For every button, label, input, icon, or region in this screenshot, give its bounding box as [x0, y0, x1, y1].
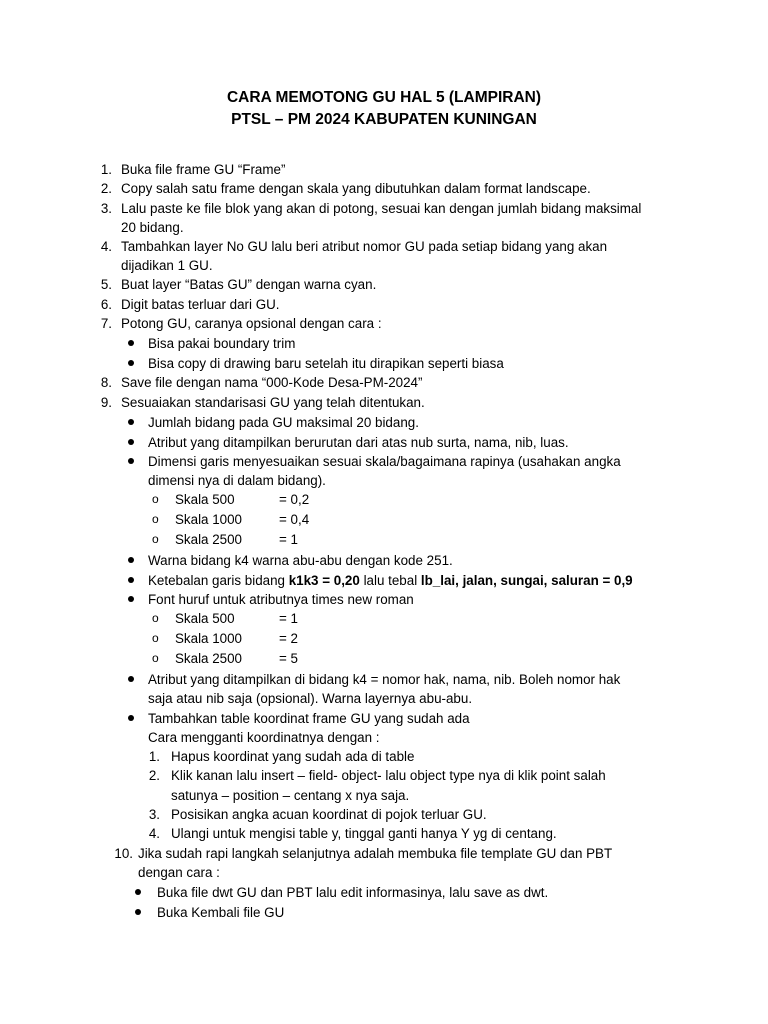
bullet-text: Buka file dwt GU dan PBT lalu edit informasinya, lalu save as dwt. — [157, 885, 549, 900]
font-scale-label: Skala 2500 — [175, 651, 243, 666]
circle-bullet-icon: o — [152, 611, 159, 625]
step-number: 8. — [100, 375, 112, 390]
step-text: Buat layer “Batas GU” dengan warna cyan. — [121, 277, 377, 292]
step-text-continued: dengan cara : — [138, 865, 220, 880]
step-text: Buka file frame GU “Frame” — [121, 162, 286, 177]
bullet-text: Bisa copy di drawing baru setelah itu dirapikan seperti biasa — [148, 356, 504, 371]
bullet-icon — [128, 340, 134, 346]
bullet-text: Tambahkan table koordinat frame GU yang sudah ada — [148, 711, 470, 726]
font-scale-label: Skala 500 — [175, 611, 235, 626]
step-number: 4. — [100, 239, 112, 254]
step-text-continued: dijadikan 1 GU. — [121, 258, 213, 273]
bullet-text-continued: saja atau nib saja (opsional). Warna layernya abu-abu. — [148, 691, 473, 706]
dim-scale-label: Skala 1000 — [175, 512, 243, 527]
step-text: Copy salah satu frame dengan skala yang dibutuhkan dalam format landscape. — [121, 181, 591, 196]
step-text: Sesuaiakan standarisasi GU yang telah ditentukan. — [121, 395, 425, 410]
sub-step-number: 2. — [148, 768, 160, 783]
dim-scale-label: Skala 2500 — [175, 532, 243, 547]
circle-bullet-icon: o — [152, 651, 159, 665]
step-text: Jika sudah rapi langkah selanjutnya adalah membuka file template GU dan PBT — [138, 846, 613, 861]
bullet-text: Buka Kembali file GU — [157, 905, 285, 920]
bullet-text-thickness: Ketebalan garis bidang k1k3 = 0,20 lalu tebal lb_lai, jalan, sungai, saluran = 0,9 — [148, 573, 633, 588]
bullet-icon — [128, 439, 134, 445]
step-number: 10. — [114, 846, 133, 861]
bullet-text: Warna bidang k4 warna abu-abu dengan kode 251. — [148, 553, 453, 568]
step-text-continued: 20 bidang. — [121, 220, 184, 235]
step-text: Save file dengan nama “000-Kode Desa-PM-2024” — [121, 375, 423, 390]
bullet-icon — [128, 715, 134, 721]
circle-bullet-icon: o — [152, 512, 159, 526]
document-subtitle: PTSL – PM 2024 KABUPATEN KUNINGAN — [231, 111, 537, 128]
document-title: CARA MEMOTONG GU HAL 5 (LAMPIRAN) — [226, 89, 541, 106]
font-scale-value: = 2 — [279, 631, 298, 646]
dim-scale-value: = 1 — [279, 532, 298, 547]
bullet-icon — [128, 557, 134, 563]
sub-step-text: Posisikan angka acuan koordinat di pojok terluar GU. — [171, 807, 487, 822]
step-number: 3. — [100, 201, 112, 216]
circle-bullet-icon: o — [152, 631, 159, 645]
step-text: Lalu paste ke file blok yang akan di potong, sesuai kan dengan jumlah bidang maksimal — [121, 201, 642, 216]
circle-bullet-icon: o — [152, 492, 159, 506]
bullet-icon — [128, 676, 134, 682]
sub-step-text: Ulangi untuk mengisi table y, tinggal ganti hanya Y yg di centang. — [171, 826, 557, 841]
step-text: Digit batas terluar dari GU. — [121, 297, 280, 312]
step-number: 7. — [100, 316, 112, 331]
bullet-text: Atribut yang ditampilkan berurutan dari atas nub surta, nama, nib, luas. — [148, 435, 569, 450]
sub-step-number: 4. — [148, 826, 160, 841]
bullet-icon — [128, 419, 134, 425]
step-number: 6. — [100, 297, 112, 312]
dim-scale-label: Skala 500 — [175, 492, 235, 507]
font-scale-value: = 5 — [279, 651, 298, 666]
bullet-text-continued: Cara mengganti koordinatnya dengan : — [148, 730, 380, 745]
step-text: Tambahkan layer No GU lalu beri atribut nomor GU pada setiap bidang yang akan — [121, 239, 608, 254]
bullet-text: Dimensi garis menyesuaikan sesuai skala/bagaimana rapinya (usahakan angka — [148, 454, 621, 469]
circle-bullet-icon: o — [152, 532, 159, 546]
bullet-text: Atribut yang ditampilkan di bidang k4 = nomor hak, nama, nib. Boleh nomor hak — [148, 672, 621, 687]
sub-step-number: 3. — [148, 807, 160, 822]
bullet-icon — [128, 360, 134, 366]
bullet-icon — [128, 596, 134, 602]
step-text: Potong GU, caranya opsional dengan cara : — [121, 316, 382, 331]
sub-step-text: Hapus koordinat yang sudah ada di table — [171, 749, 415, 764]
bullet-text-continued: dimensi nya di dalam bidang). — [148, 473, 326, 488]
bullet-icon — [128, 577, 134, 583]
step-number: 2. — [100, 181, 112, 196]
step-number: 9. — [100, 395, 112, 410]
sub-step-text: Klik kanan lalu insert – field- object- lalu object type nya di klik point salah — [171, 768, 606, 783]
bullet-text: Jumlah bidang pada GU maksimal 20 bidang. — [148, 415, 419, 430]
sub-step-text-continued: satunya – position – centang x nya saja. — [171, 788, 410, 803]
bullet-icon — [135, 909, 141, 915]
font-scale-label: Skala 1000 — [175, 631, 243, 646]
bullet-text: Bisa pakai boundary trim — [148, 336, 296, 351]
bullet-icon — [135, 889, 141, 895]
dim-scale-value: = 0,2 — [279, 492, 310, 507]
bullet-icon — [128, 458, 134, 464]
sub-step-number: 1. — [148, 749, 160, 764]
dim-scale-value: = 0,4 — [279, 512, 310, 527]
bullet-text: Font huruf untuk atributnya times new roman — [148, 592, 414, 607]
step-number: 5. — [100, 277, 112, 292]
font-scale-value: = 1 — [279, 611, 298, 626]
step-number: 1. — [100, 162, 112, 177]
